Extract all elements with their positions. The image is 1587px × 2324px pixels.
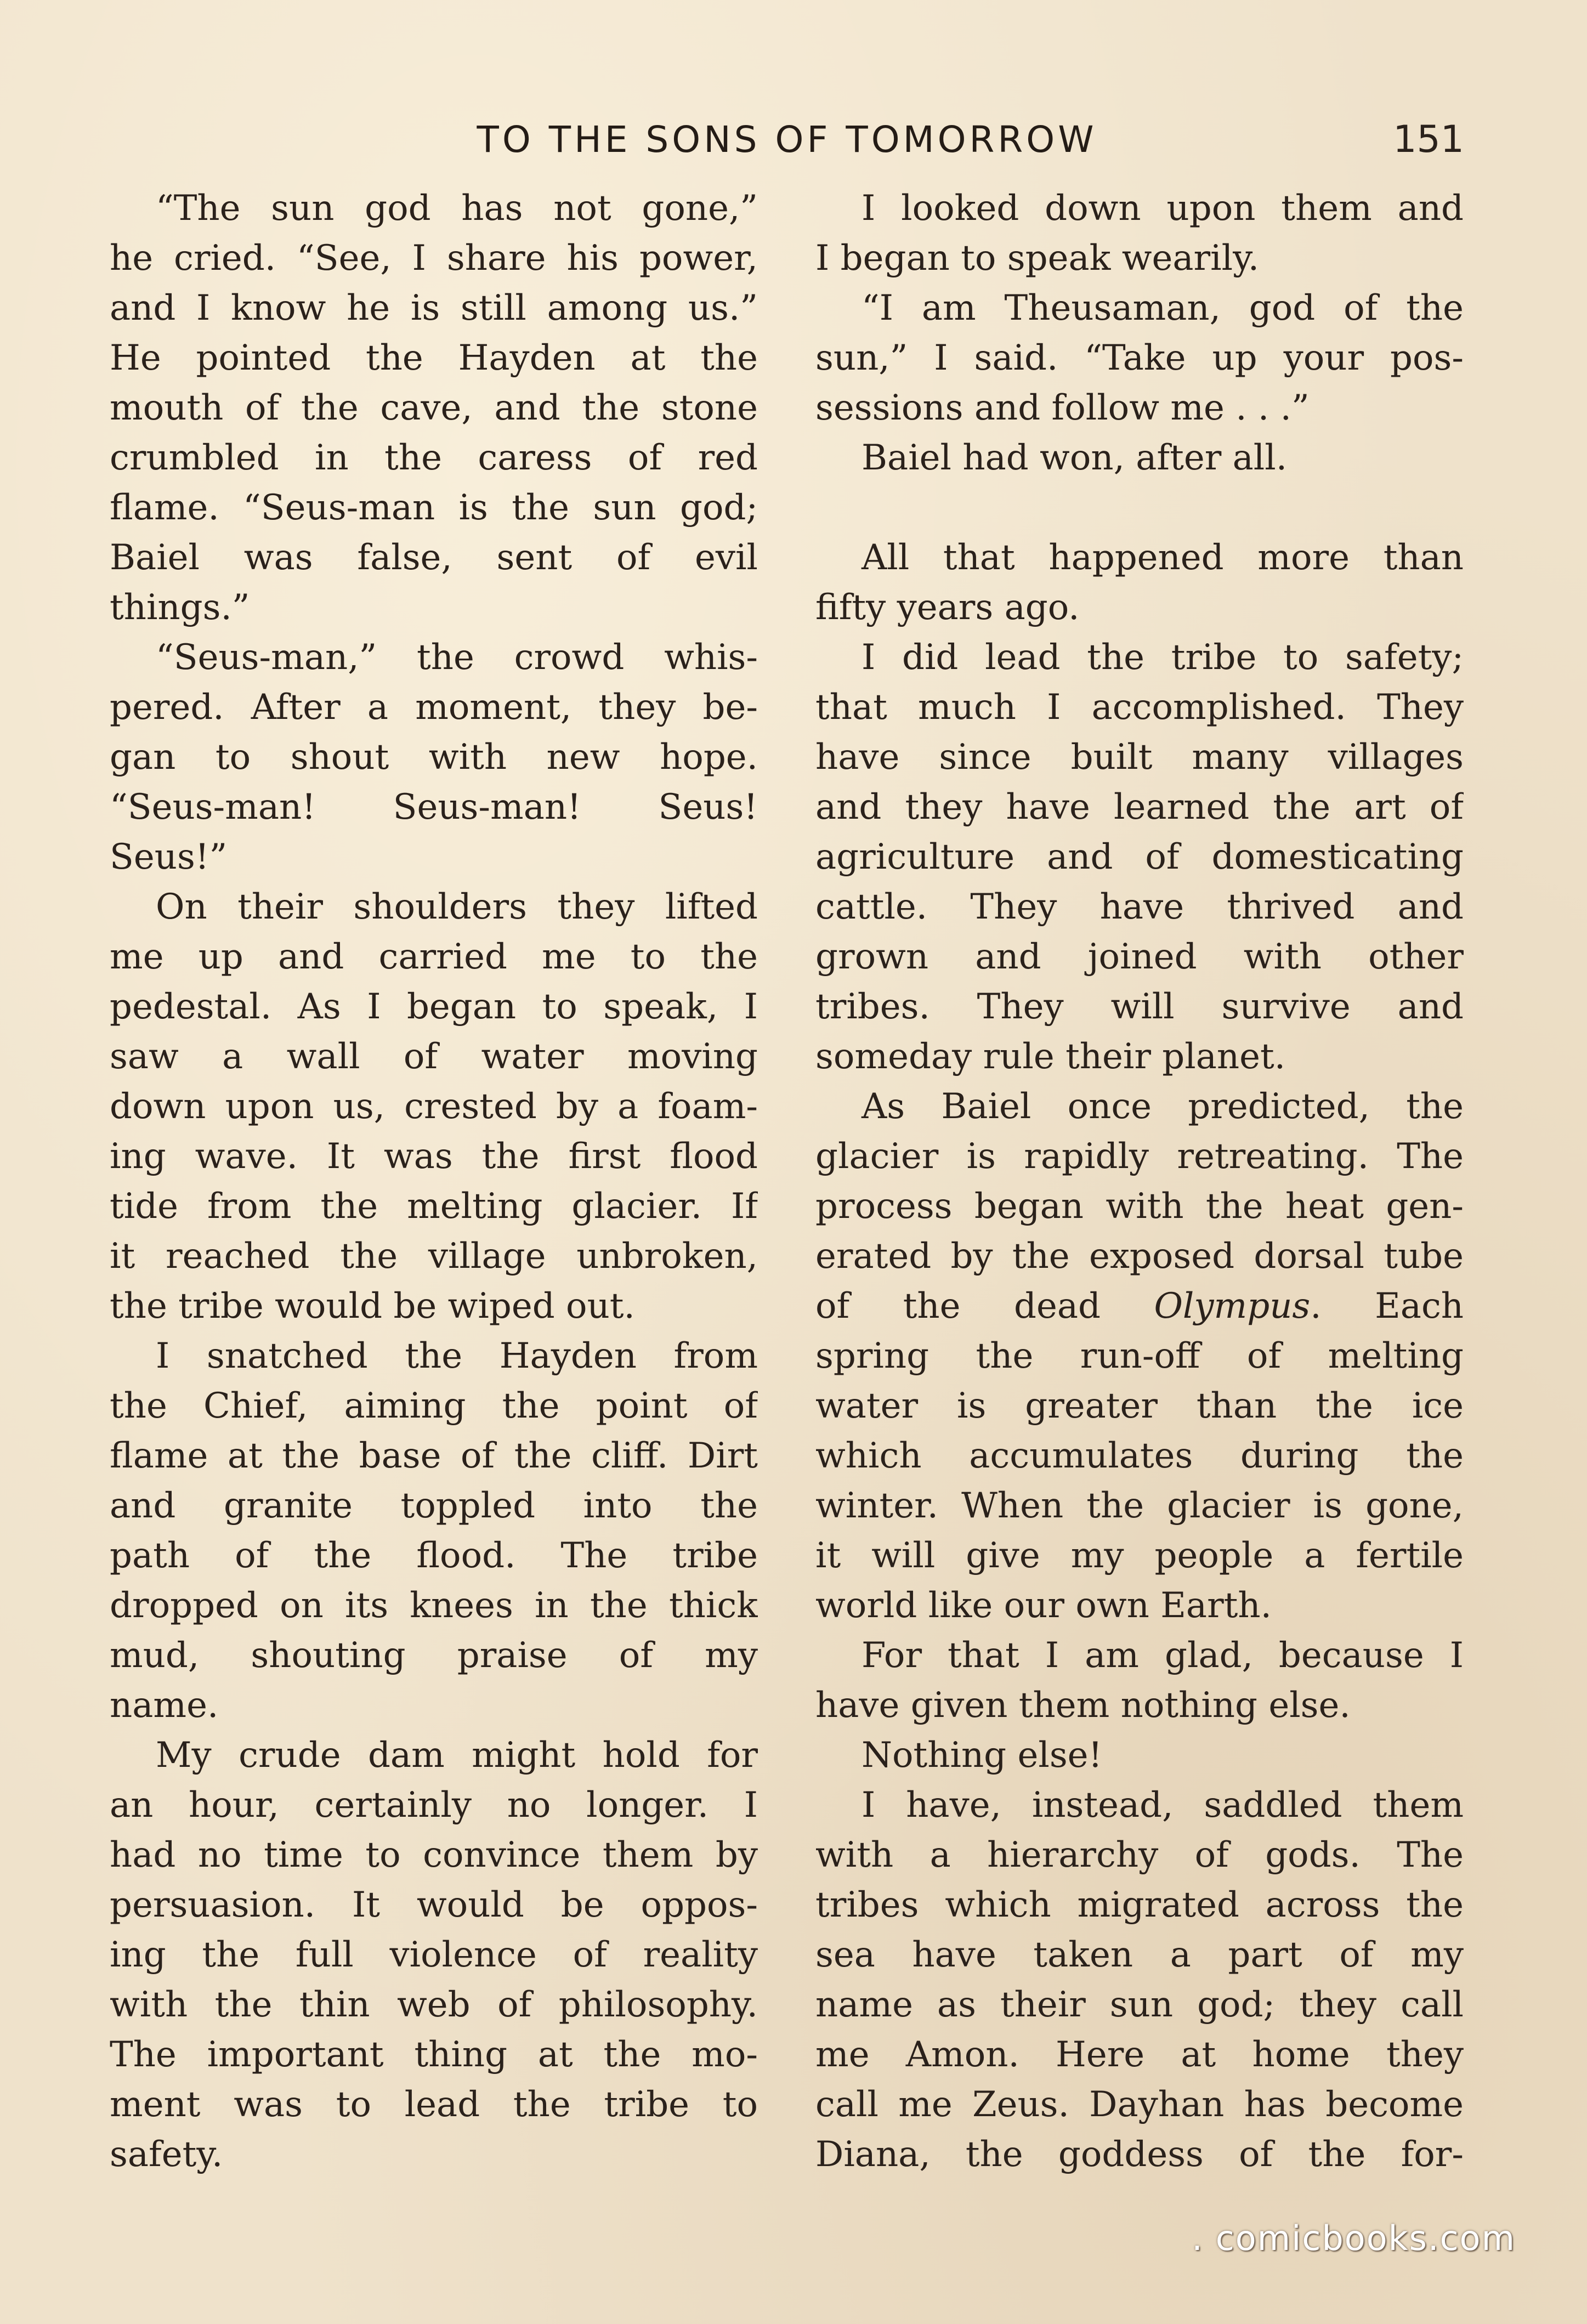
text-line: pedestal. As I began to speak, I [110, 987, 758, 1027]
text-line: things.” [110, 587, 250, 628]
text-line: I snatched the Hayden from [156, 1336, 758, 1376]
text-line: down upon us, crested by a foam- [110, 1086, 758, 1127]
text-line: fifty years ago. [815, 587, 1080, 628]
text-line: On their shoulders they lifted [156, 887, 758, 927]
text-line: world like our own Earth. [815, 1585, 1272, 1626]
text-line: process began with the heat gen- [815, 1186, 1464, 1227]
text-line: “Seus-man! Seus-man! Seus! [110, 787, 758, 827]
text-line: winter. When the glacier is gone, [815, 1486, 1464, 1526]
text-line: spring the run-off of melting [815, 1336, 1464, 1376]
text-line: Seus!” [110, 837, 228, 877]
text-line: me up and carried me to the [110, 937, 758, 977]
text-line: “I am Theusaman, god of the [861, 288, 1464, 328]
text-line: “The sun god has not gone,” [156, 188, 758, 229]
text-line: ing wave. It was the first flood [110, 1136, 758, 1177]
text-line: sessions and follow me . . .” [815, 388, 1310, 428]
text-line: tide from the melting glacier. If [110, 1186, 758, 1227]
text-line: gan to shout with new hope. [110, 737, 758, 778]
watermark: . comicbooks.com [1192, 2218, 1516, 2258]
text-line: He pointed the Hayden at the [110, 338, 758, 378]
text-line: have since built many villages [815, 737, 1464, 778]
text-line: sun,” I said. “Take up your pos- [815, 338, 1464, 378]
text-line: pered. After a moment, they be- [110, 687, 758, 728]
text-line: flame. “Seus-man is the sun god; [110, 488, 758, 528]
text-line: it reached the village unbroken, [110, 1236, 758, 1277]
text-line: and I know he is still among us.” [110, 288, 758, 328]
text-line: I did lead the tribe to safety; [861, 637, 1464, 678]
running-title: TO THE SONS OF TOMORROW [477, 118, 1097, 161]
text-line: sea have taken a part of my [815, 1935, 1464, 1975]
text-line: with a hierarchy of gods. The [815, 1835, 1464, 1875]
left-column [110, 184, 758, 2180]
text-line: For that I am glad, because I [861, 1635, 1464, 1676]
text-line: and granite toppled into the [110, 1486, 758, 1526]
text-line: mud, shouting praise of my [110, 1635, 758, 1676]
text-line: have given them nothing else. [815, 1685, 1351, 1726]
text-line: that much I accomplished. They [815, 687, 1464, 728]
text-line: someday rule their planet. [815, 1036, 1286, 1077]
right-column [815, 184, 1464, 2180]
text-line: the tribe would be wiped out. [110, 1286, 635, 1327]
text-line: My crude dam might hold for [156, 1735, 758, 1776]
text-line: had no time to convince them by [110, 1835, 758, 1875]
text-line: and they have learned the art of [815, 787, 1464, 827]
text-line: path of the flood. The tribe [110, 1535, 758, 1576]
text-line: ment was to lead the tribe to [110, 2084, 758, 2125]
section-break [815, 483, 1464, 533]
text-line: tribes. They will survive and [815, 987, 1464, 1027]
text-line: I looked down upon them and [861, 188, 1464, 229]
text-line: All that happened more than [861, 537, 1464, 578]
text-line: he cried. “See, I share his power, [110, 238, 758, 279]
text-line: name. [110, 1685, 219, 1726]
text-line: Baiel was false, sent of evil [110, 537, 758, 578]
text-line: it will give my people a fertile [815, 1535, 1464, 1576]
page-number: 151 [1393, 118, 1464, 161]
italic-ship-name: Olympus [1154, 1286, 1311, 1327]
text-line: call me Zeus. Dayhan has become [815, 2084, 1464, 2125]
text-line: ing the full violence of reality [110, 1935, 758, 1975]
text-line: of the dead Olympus. Each [815, 1286, 1464, 1327]
text-line: I have, instead, saddled them [861, 1785, 1464, 1826]
text-line: flame at the base of the cliff. Dirt [110, 1436, 758, 1476]
text-line: which accumulates during the [815, 1436, 1464, 1476]
text-line: cattle. They have thrived and [815, 887, 1464, 927]
text-line: The important thing at the mo- [110, 2034, 758, 2075]
text-line: erated by the exposed dorsal tube [815, 1236, 1464, 1277]
text-line: water is greater than the ice [815, 1386, 1464, 1426]
page-header [110, 110, 1464, 170]
text-line: me Amon. Here at home they [815, 2034, 1464, 2075]
text-line: an hour, certainly no longer. I [110, 1785, 758, 1826]
text-line: grown and joined with other [815, 937, 1464, 977]
text-line: persuasion. It would be oppos- [110, 1885, 758, 1925]
text-line: saw a wall of water moving [110, 1036, 758, 1077]
text-line: Baiel had won, after all. [861, 438, 1288, 478]
text-line: name as their sun god; they call [815, 1985, 1464, 2025]
text-line: the Chief, aiming the point of [110, 1386, 758, 1426]
text-line: crumbled in the caress of red [110, 438, 758, 478]
text-line: As Baiel once predicted, the [861, 1086, 1464, 1127]
text-line: Nothing else! [861, 1735, 1103, 1776]
text-line: glacier is rapidly retreating. The [815, 1136, 1464, 1177]
text-line: tribes which migrated across the [815, 1885, 1464, 1925]
text-line: agriculture and of domesticating [815, 837, 1464, 877]
text-line: dropped on its knees in the thick [110, 1585, 758, 1626]
text-line: with the thin web of philosophy. [110, 1985, 758, 2025]
text-line: mouth of the cave, and the stone [110, 388, 758, 428]
text-line: safety. [110, 2134, 223, 2175]
text-line: I began to speak wearily. [815, 238, 1260, 279]
text-line: Diana, the goddess of the for- [815, 2134, 1464, 2175]
text-line: “Seus-man,” the crowd whis- [156, 637, 758, 678]
